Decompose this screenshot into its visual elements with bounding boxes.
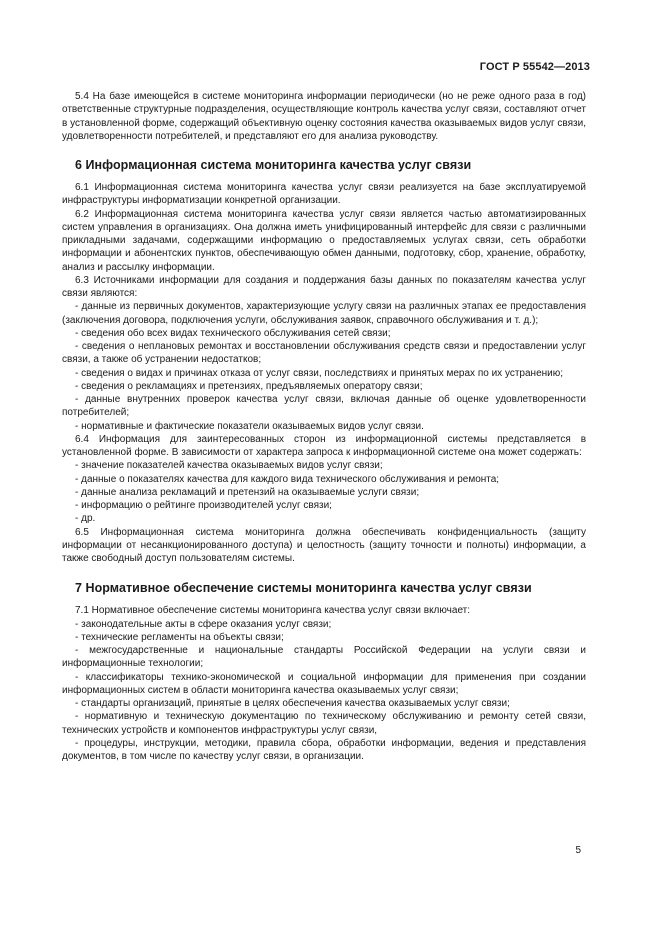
list-item-7-1: - нормативную и техническую документацию по техническому обслуживанию и ремонту сетей связи, технических устройств и компонентов инфраструктуры услуг связи, — [62, 711, 586, 736]
list-item-6-4: - информацию о рейтинге производителей услуг связи; — [75, 500, 332, 511]
list-item-6-3: - сведения о неплановых ремонтах и восстановлении обслуживания средств связи и предоставлении услуг связи, а также об устранении недостатков; — [62, 341, 586, 366]
document-body — [62, 90, 586, 763]
list-item-7-1: - технические регламенты на объекты связи; — [75, 631, 284, 643]
section-7-title: 7 Нормативное обеспечение системы мониторинга качества услуг связи — [75, 581, 532, 596]
paragraph-6-5: 6.5 Информационная система мониторинга должна обеспечивать конфиденциальность (защиту информации от несанкционированного доступа) и целостность (защиту точности и полноты) информации, а также свободный доступ пользователям системы. — [62, 526, 586, 564]
list-item-6-3: - сведения о рекламациях и претензиях, предъявляемых оператору связи; — [75, 380, 423, 392]
paragraph-6-1: 6.1 Информационная система мониторинга качества услуг связи реализуется на базе эксплуатируемой инфраструктуры информатизации конкретной организации. — [62, 182, 586, 207]
section-6-title: 6 Информационная система мониторинга качества услуг связи — [75, 158, 472, 172]
list-item-6-3: - нормативные и фактические показатели оказываемых видов услуг связи. — [75, 420, 424, 432]
list-item-6-4: - значение показателей качества оказываемых видов услуг связи; — [75, 460, 383, 472]
list-item-6-4: - данные о показателях качества для каждого вида технического обслуживания и ремонта; — [75, 473, 500, 485]
list-item-7-1: - классификаторы технико-экономической и социальной информации для применения при создании информационных систем в области мониторинга качества оказываемых услуг связи; — [62, 671, 586, 696]
list-item-6-4: - др. — [75, 513, 96, 525]
list-item-7-1: - законодательные акты в сфере оказания услуг связи; — [75, 618, 332, 630]
list-item-6-4: - данные анализа рекламаций и претензий на оказываемые услуги связи; — [75, 486, 420, 498]
paragraph-6-4: 6.4 Информация для заинтересованных сторон из информационной системы представляется в установленной форме. В зависимости от характера запроса к информационной системе она может содержать: — [62, 433, 586, 458]
list-item-7-1: - процедуры, инструкции, методики, правила сбора, обработки информации, ведения и представления документов, в том числе по качеству услуг связи, в организации. — [62, 737, 586, 762]
list-item-6-3: - сведения о видах и причинах отказа от услуг связи, последствиях и принятых мерах по их устранению; — [75, 367, 564, 379]
paragraph-6-2: 6.2 Информационная система мониторинга качества услуг связи является частью автоматизированных систем управления в организациях. Она должна иметь унифицированный интерфейс для связи с различными прикладными задачами, содержащими информацию о предоставляемых услугах связи, сеть обработки информации и абонентских пунктов, обеспечивающую обмен данными, подготовку, сбор, хранение, обработку, анализ и рассылку информации. — [62, 208, 586, 273]
paragraph-5-4: 5.4 На базе имеющейся в системе мониторинга информации периодически (но не реже одного раза в год) ответственные структурные подразделения, осуществляющие контроль качества услуг связи, составляют отчет в установленной форме, содержащий объективную оценку состояния качества оказываемых видов услуг связи, удовлетворенности потребителей, и представляют его для анализа руководству. — [62, 91, 586, 142]
list-item-6-3: - данные из первичных документов, характеризующие услугу связи на различных этапах ее предоставления (заключения договора, подключения услуги, обслуживания заявок, справочного обслуживания и т. д.); — [62, 301, 586, 326]
list-item-7-1: - межгосударственные и национальные стандарты Российской Федерации на услуги связи и информационные технологии; — [62, 645, 586, 670]
paragraph-7-1: 7.1 Нормативное обеспечение системы мониторинга качества услуг связи включает: — [75, 605, 471, 617]
paragraph-6-3: 6.3 Источниками информации для создания и поддержания базы данных по показателям качества услуг связи являются: — [62, 274, 586, 299]
list-item-6-3: - сведения обо всех видах технического обслуживания сетей связи; — [75, 327, 391, 339]
list-item-7-1: - стандарты организаций, принятые в целях обеспечения качества оказываемых услуг связи; — [75, 698, 510, 709]
document-header: ГОСТ Р 55542—2013 — [479, 61, 590, 73]
list-item-6-3: - данные внутренних проверок качества услуг связи, включая данные об оценке удовлетворенности потребителей; — [62, 394, 586, 419]
page-number: 5 — [575, 845, 581, 856]
